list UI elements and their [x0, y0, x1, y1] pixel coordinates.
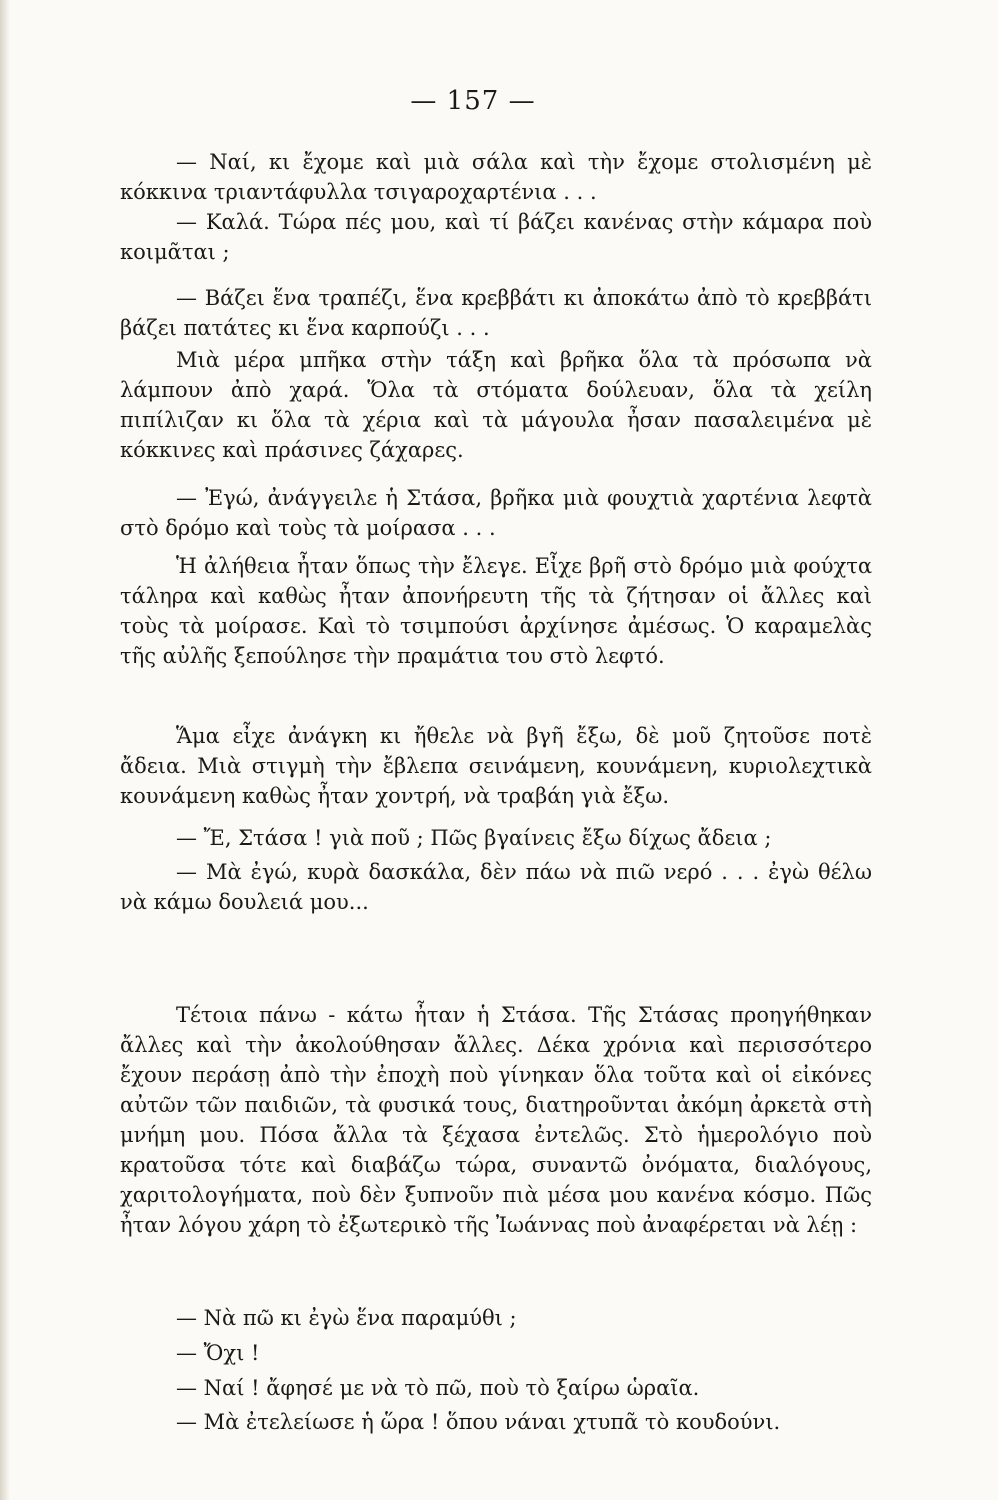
body-paragraph: Ἅμα εἶχε ἀνάγκη κι ἤθελε νὰ βγῆ ἔξω, δὲ μοῦ ζητοῦσε ποτὲ ἄδεια. Μιὰ στιγμὴ τὴν ἔβλεπα σεινάμενη, κουνάμενη, κυριολεχτικὰ κουνάμενη καθὼς ἦταν χοντρή, νὰ τραβάη γιὰ ἔξω. — [120, 724, 872, 808]
page-edge-shadow — [0, 0, 10, 1500]
dialogue-line: — Μὰ ἐγώ, κυρὰ δασκάλα, δὲν πάω νὰ πιῶ νερό . . . ἐγὼ θέλω νὰ κάμω δουλειά μου... — [120, 860, 872, 914]
body-paragraph: Ἡ ἀλήθεια ἦταν ὅπως τὴν ἔλεγε. Εἶχε βρῆ στὸ δρόμο μιὰ φούχτα τάληρα καὶ καθὼς ἦταν ἀπονήρευτη τῆς τὰ ζήτησαν οἱ ἄλλες καὶ τοὺς τὰ μοίρασε. Καὶ τὸ τσιμπούσι ἀρχίνησε ἀμέσως. Ὁ καραμελὰς τῆς αὐλῆς ξεπούλησε τὴν πραμάτια του στὸ λεφτό. — [120, 554, 872, 668]
page-number: — 157 — — [410, 86, 536, 116]
dialogue-line: — Ναί ! ἄφησέ με νὰ τὸ πῶ, ποὺ τὸ ξαίρω ὡραῖα. — [176, 1376, 700, 1400]
dialogue-line: — Καλά. Τώρα πές μου, καὶ τί βάζει κανένας στὴν κάμαρα ποὺ κοιμᾶται ; — [120, 210, 872, 264]
body-paragraph: Τέτοια πάνω - κάτω ἦταν ἡ Στάσα. Τῆς Στάσας προηγήθηκαν ἄλλες καὶ τὴν ἀκολούθησαν ἄλλες. Δέκα χρόνια καὶ περισσότερο ἔχουν περάσῃ ἀπὸ τὴν ἐποχὴ ποὺ γίνηκαν ὅλα τοῦτα καὶ οἱ εἰκόνες αὐτῶν τῶν παιδιῶν, τὰ φυσικά τους, διατηροῦνται ἀκόμη ἀρκετὰ στὴ μνήμη μου. Πόσα ἄλλα τὰ ξέχασα ἐντελῶς. Στὸ ἡμερολόγιο ποὺ κρατοῦσα τότε καὶ διαβάζω τώρα, συναντῶ ὀνόματα, διαλόγους, χαριτολογήματα, ποὺ δὲν ξυπνοῦν πιὰ μέσα μου κανένα κόσμο. Πῶς ἦταν λόγου χάρη τὸ ἐξωτερικὸ τῆς Ἰωάννας ποὺ ἀναφέρεται νὰ λέῃ : — [120, 1003, 872, 1237]
dialogue-line: — Νὰ πῶ κι ἐγὼ ἕνα παραμύθι ; — [176, 1306, 517, 1330]
dialogue-line: — Ὄχι ! — [176, 1341, 260, 1365]
dialogue-line: — Βάζει ἕνα τραπέζι, ἕνα κρεββάτι κι ἀποκάτω ἀπὸ τὸ κρεββάτι βάζει πατάτες κι ἕνα καρπούζι . . . — [120, 286, 872, 340]
dialogue-line: — Ἐγώ, ἀνάγγειλε ἡ Στάσα, βρῆκα μιὰ φουχτιὰ χαρτένια λεφτὰ στὸ δρόμο καὶ τοὺς τὰ μοίρασα . . . — [120, 486, 872, 540]
dialogue-line: — Μὰ ἐτελείωσε ἡ ὥρα ! ὅπου νάναι χτυπᾶ τὸ κουδούνι. — [176, 1410, 781, 1434]
body-paragraph: Μιὰ μέρα μπῆκα στὴν τάξη καὶ βρῆκα ὅλα τὰ πρόσωπα νὰ λάμπουν ἀπὸ χαρά. Ὅλα τὰ στόματα δούλευαν, ὅλα τὰ χείλη πιπίλιζαν κι ὅλα τὰ χέρια καὶ τὰ μάγουλα ἦσαν πασαλειμένα μὲ κόκκινες καὶ πράσινες ζάχαρες. — [120, 348, 872, 462]
dialogue-line: — Ναί, κι ἔχομε καὶ μιὰ σάλα καὶ τὴν ἔχομε στολισμένη μὲ κόκκινα τριαντάφυλλα τσιγαροχαρτένια . . . — [120, 150, 872, 204]
dialogue-line: — Ἔ, Στάσα ! γιὰ ποῦ ; Πῶς βγαίνεις ἔξω δίχως ἄδεια ; — [176, 826, 772, 850]
